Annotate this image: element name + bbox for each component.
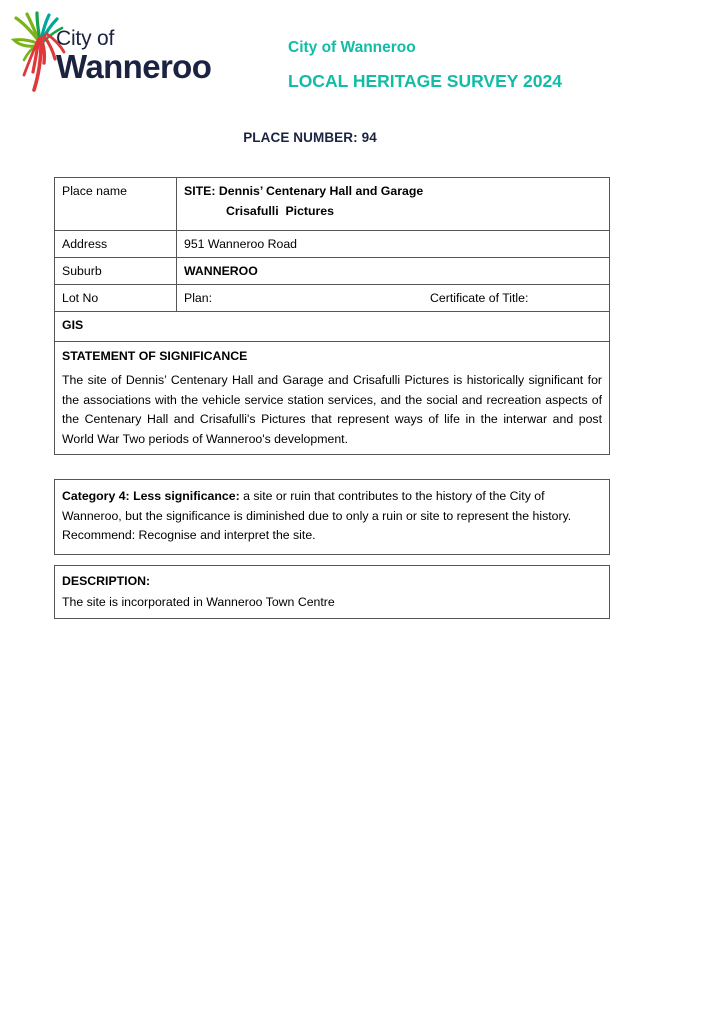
table-row-place-name xyxy=(55,178,610,231)
statement-of-significance-cell xyxy=(55,342,610,455)
place-name-line-1: SITE: Dennis’ Centenary Hall and Garage xyxy=(184,184,424,198)
document-title-block xyxy=(288,38,688,92)
logo-line-city: City of xyxy=(56,27,115,50)
label-gis: GIS xyxy=(55,312,610,342)
table-row-statement-of-significance xyxy=(55,342,610,455)
table-row-address xyxy=(55,231,610,258)
table-row-gis xyxy=(55,312,610,342)
statement-of-significance-body: The site of Dennis’ Centenary Hall and Garage and Crisafulli Pictures is historically significant for the associations with the vehicle service station services, and the social and recreation aspects of the Centenary Hall and Crisafulli's Pictures that represent ways of life in the interwar and post World War Two periods of Wanneroo's development. xyxy=(62,373,602,446)
place-number: PLACE NUMBER: 94 xyxy=(243,130,377,145)
description-box xyxy=(54,565,610,619)
category-box xyxy=(54,479,610,555)
value-suburb: WANNEROO xyxy=(177,258,610,285)
title-city-of-wanneroo: City of Wanneroo xyxy=(288,39,416,56)
logo-line-wanneroo: Wanneroo xyxy=(56,48,212,85)
description-heading: DESCRIPTION: xyxy=(62,574,151,588)
statement-of-significance-heading: STATEMENT OF SIGNIFICANCE xyxy=(62,349,248,363)
document-header xyxy=(0,0,706,115)
category-heading: Category 4: Less significance: xyxy=(62,489,240,503)
table-row-lot-no xyxy=(55,285,610,312)
plan-and-certificate-wrap xyxy=(184,290,603,306)
value-lot-no xyxy=(177,285,610,312)
logo-wordmark xyxy=(56,28,246,84)
label-certificate-of-title: Certificate of Title: xyxy=(430,291,529,305)
logo xyxy=(8,10,240,96)
place-name-line-2: Crisafulli Pictures xyxy=(226,204,334,218)
value-place-name xyxy=(177,178,610,231)
label-address: Address xyxy=(55,231,177,258)
label-place-name: Place name xyxy=(55,178,177,231)
label-lot-no: Lot No xyxy=(55,285,177,312)
category-text xyxy=(62,487,602,546)
label-suburb: Suburb xyxy=(55,258,177,285)
description-body: The site is incorporated in Wanneroo Town Centre xyxy=(62,595,335,609)
heritage-place-table xyxy=(54,177,610,455)
table-row-suburb xyxy=(55,258,610,285)
category-body: a site or ruin that contributes to the history of the City of Wanneroo, but the significance is diminished due to only a ruin or site to represent the history. Recommend: Recognise and interpret the site. xyxy=(62,489,572,542)
title-local-heritage-survey: LOCAL HERITAGE SURVEY 2024 xyxy=(288,71,562,91)
label-plan: Plan: xyxy=(184,291,213,305)
value-address: 951 Wanneroo Road xyxy=(177,231,610,258)
